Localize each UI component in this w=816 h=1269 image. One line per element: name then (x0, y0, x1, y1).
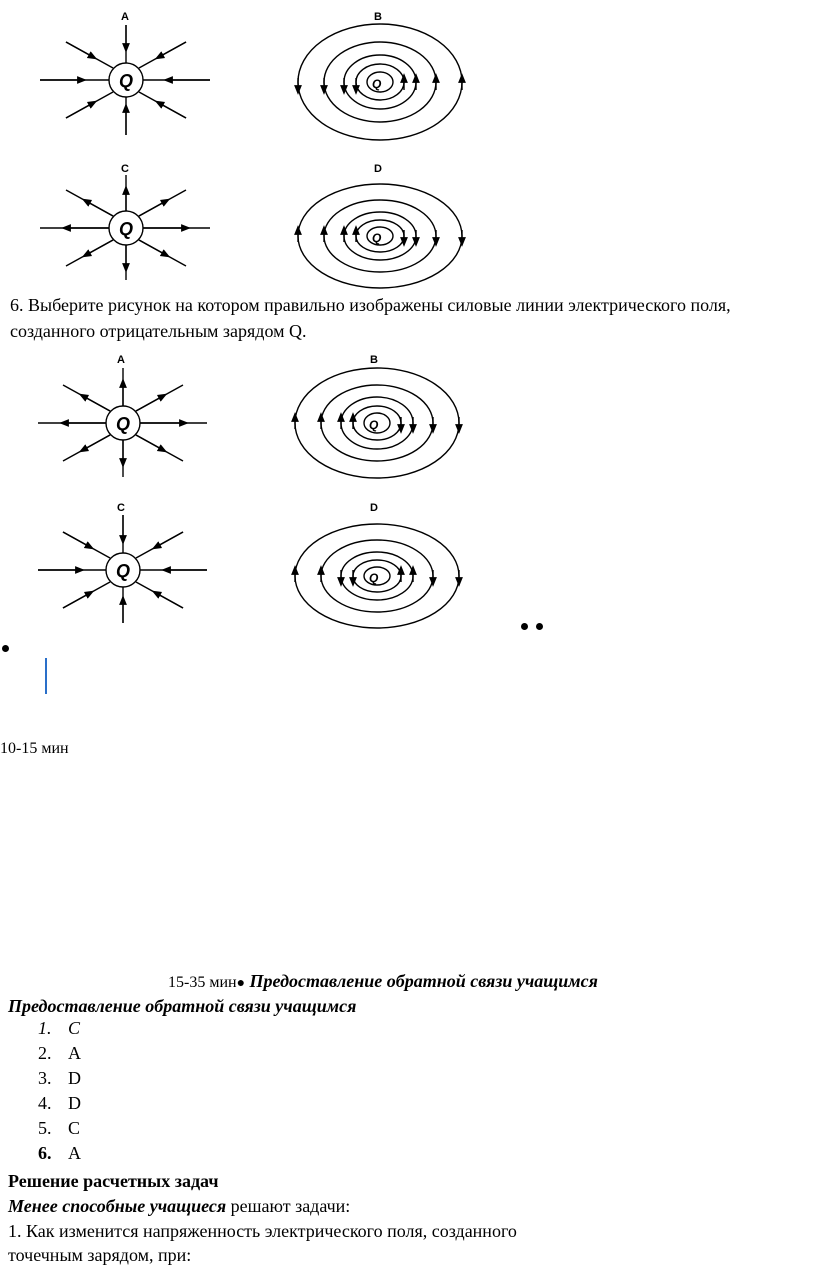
svg-text:Q: Q (116, 561, 131, 581)
svg-text:Q: Q (119, 219, 134, 239)
question-6-line-1: 6. Выберите рисунок на котором правильно изображены силовые линии электрического поля, (10, 295, 731, 315)
svg-text:Q: Q (369, 418, 379, 432)
field-lines-diagram-1 (0, 0, 816, 290)
label-b: B (374, 11, 382, 23)
feedback-heading: Предоставление обратной связи учащимся (8, 996, 357, 1016)
diagram-b-bottom (295, 354, 459, 478)
diagram-d-bottom (295, 502, 459, 628)
svg-text:Q: Q (372, 77, 382, 91)
svg-text:D: D (370, 502, 378, 514)
diagram-c-bottom (38, 502, 207, 623)
svg-text:Q: Q (369, 571, 379, 585)
feedback-heading-inline (168, 970, 598, 995)
svg-text:Q: Q (116, 414, 131, 434)
svg-text:Q: Q (372, 231, 382, 245)
feedback-title-inline: Предоставление обратной связи учащимся (249, 971, 598, 991)
bullet-dot (521, 623, 528, 630)
svg-text:C: C (117, 502, 125, 514)
tasks-heading: Решение расчетных задач (8, 1171, 219, 1191)
task-1-line-2: точечным зарядом, при: (8, 1245, 192, 1265)
diagram-a-top (40, 11, 210, 135)
question-6-line-2: созданного отрицательным зарядом Q. (10, 321, 307, 341)
less-able-label: Менее способные учащиеся (8, 1196, 227, 1216)
less-able-line (8, 1195, 350, 1217)
label-a: A (121, 11, 129, 23)
svg-text:B: B (370, 354, 378, 366)
label-c: C (121, 163, 129, 175)
task-1-line-1: 1. Как изменится напряженность электрического поля, созданного (8, 1221, 517, 1241)
bullet-dot: ● (236, 976, 246, 991)
field-lines-diagram-2 (0, 345, 816, 635)
svg-text:A: A (117, 354, 125, 366)
time-label-2: 15-35 мин (168, 974, 237, 991)
diagram-d-top (298, 163, 462, 288)
diagram-b-top (298, 11, 462, 140)
label-d: D (374, 163, 382, 175)
svg-text:Q: Q (119, 71, 134, 91)
bullet-dot (536, 623, 543, 630)
bullet-dot (2, 645, 9, 652)
diagram-a-bottom (38, 354, 207, 477)
diagram-c-top (40, 163, 210, 280)
less-able-rest: решают задачи: (226, 1196, 351, 1216)
text-cursor (45, 658, 47, 694)
time-label-1: 10-15 мин (0, 740, 69, 757)
